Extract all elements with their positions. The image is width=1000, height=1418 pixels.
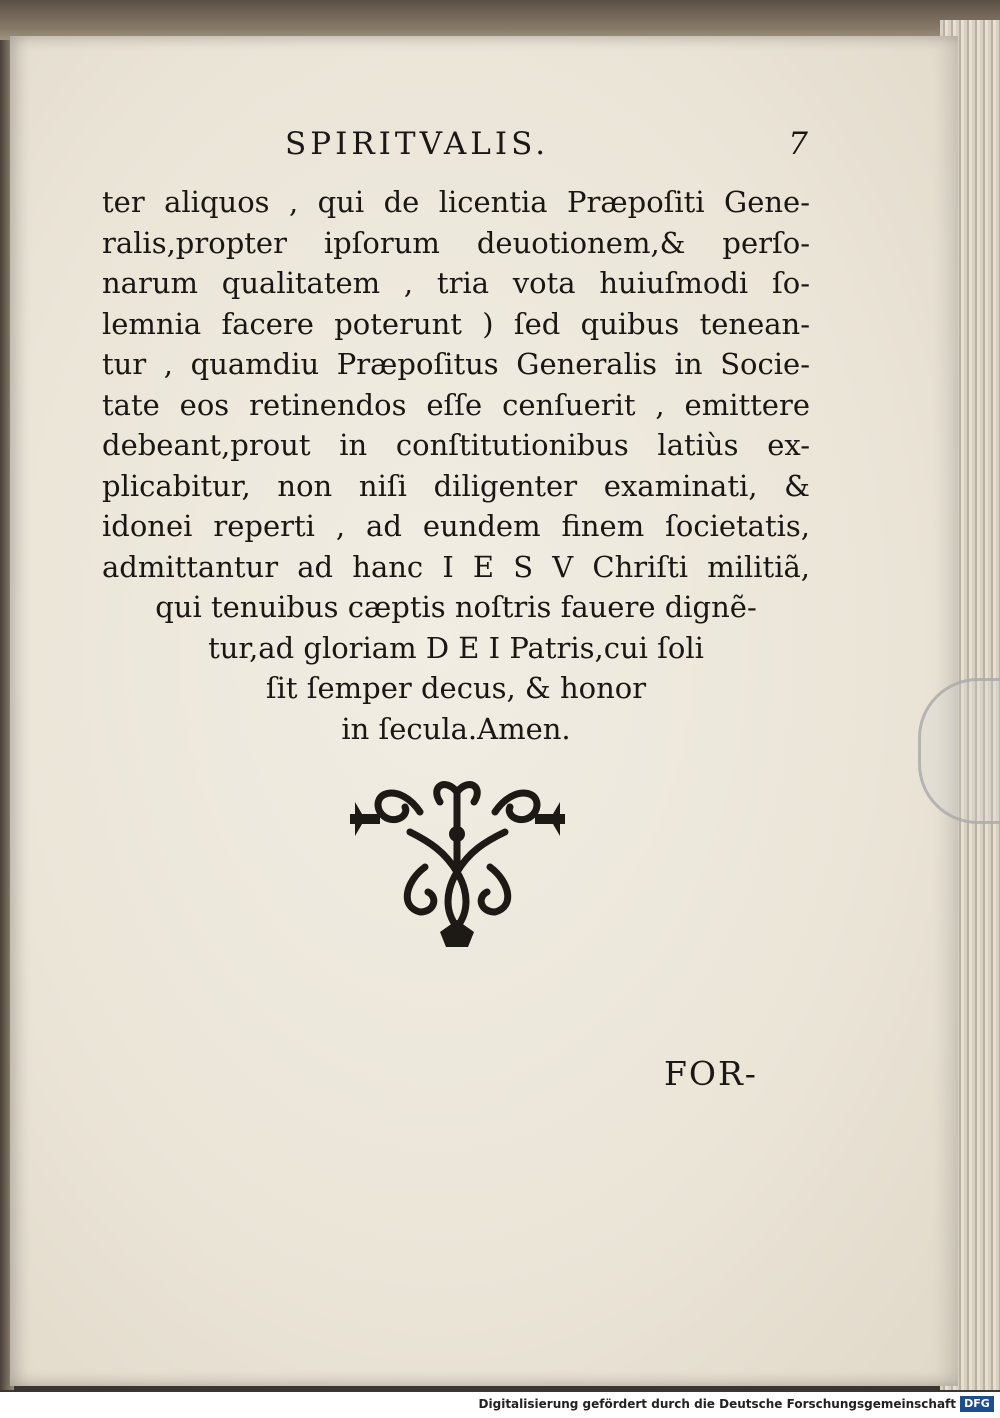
text-line: qui tenuibus cæptis noſtris fauere dignẽ- — [155, 590, 757, 624]
running-title: SPIRITVALIS. — [285, 126, 550, 162]
text-line: idonei reperti , ad eundem finem ſocietatis, — [102, 509, 810, 543]
text-line: tur , quamdiu Præpoſitus Generalis in Socie- — [102, 347, 810, 381]
text-line: ralis,propter ipſorum deuotionem,& perſo- — [102, 225, 810, 260]
footer-credit: Digitalisierung gefördert durch die Deutsche Forschungsgemeinschaft — [478, 1397, 956, 1411]
printers-ornament-icon — [350, 772, 565, 952]
text-line: tur,ad gloriam D E I Patris,cui ſoli — [208, 630, 704, 665]
main-text — [102, 182, 810, 749]
text-line: lemnia facere poterunt ) ſed quibus tenean- — [102, 306, 810, 341]
catchword: FOR- — [664, 1054, 758, 1093]
dfg-logo: DFG — [960, 1396, 994, 1412]
text-line: debeant,prout in conſtitutionibus latiùs ex- — [102, 428, 810, 462]
text-line: ſit ſemper decus, & honor — [265, 671, 647, 705]
text-line: ter aliquos , qui de licentia Præpoſiti Gene- — [102, 185, 810, 219]
text-line: tate eos retinendos eſſe cenſuerit , emittere — [102, 387, 810, 422]
footer-bar — [0, 1392, 1000, 1418]
text-line: plicabitur, non niſi diligenter examinati, & — [102, 468, 810, 503]
text-line: narum qualitatem , tria vota huiuſmodi ſo- — [102, 266, 810, 300]
text-line: admittantur ad hanc I E S V Chriſti militiã, — [102, 549, 810, 584]
text-line: in ſecula.Amen. — [341, 711, 571, 746]
page-number: 7 — [788, 126, 808, 162]
page-header — [100, 126, 812, 166]
